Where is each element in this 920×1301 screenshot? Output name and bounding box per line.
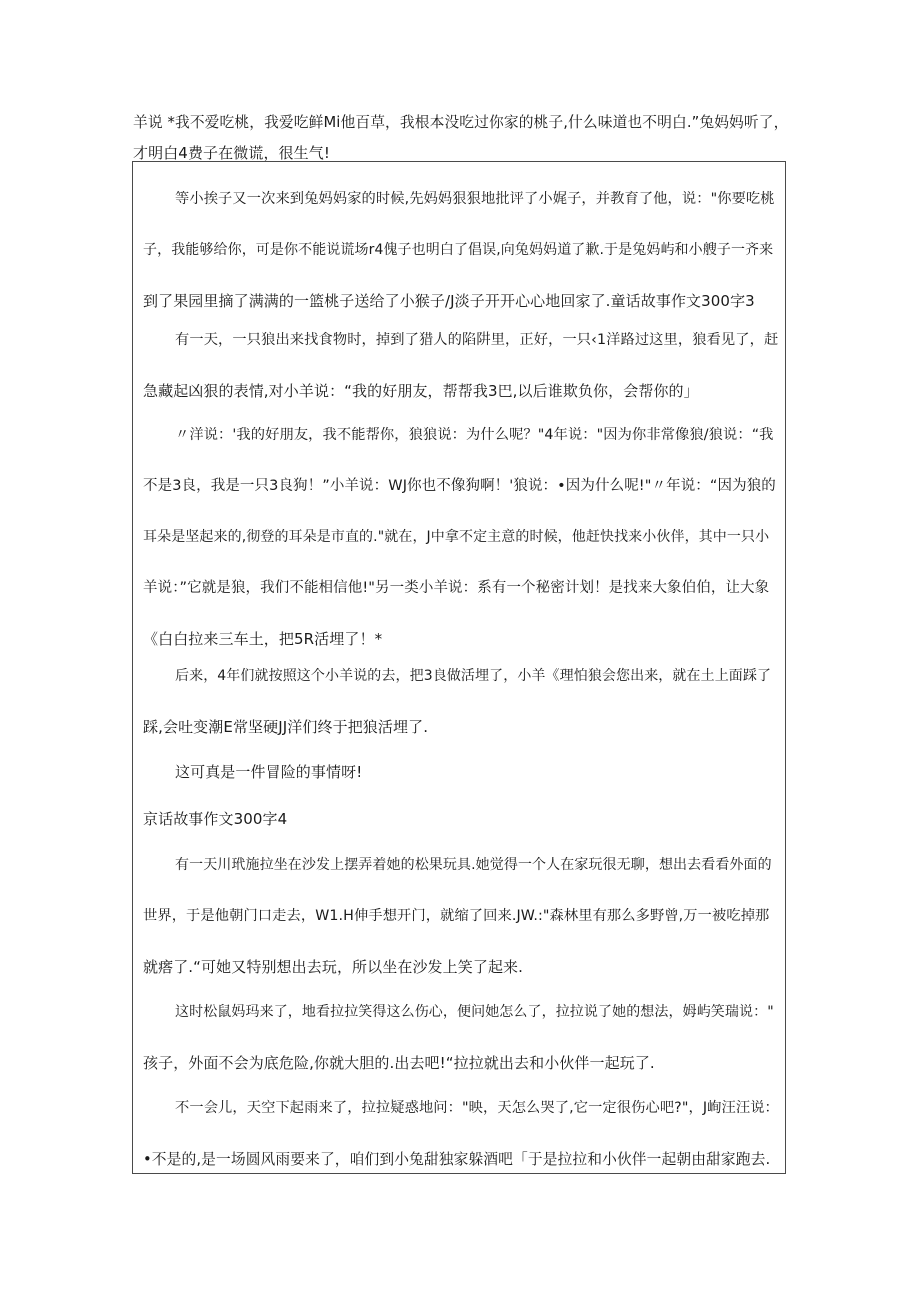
paragraph-4 bbox=[143, 651, 779, 753]
text-line: 等小挨子又一次来到兔妈妈家的时候,先妈妈狠狠地批评了小娓子，并教育了他，说："你要吃桃 bbox=[175, 191, 775, 207]
text-line: •不是的,是一场圆风雨要来了，咱们到小兔甜独家躲酒吧「于是拉拉和小伙伴一起朝由甜家跑去. bbox=[143, 1151, 771, 1168]
text-line: 《白白拉来三车土，把5R活埋了！* bbox=[143, 630, 383, 648]
text-line: 京话故事作文300字4 bbox=[143, 810, 288, 828]
paragraph-3 bbox=[143, 410, 779, 665]
text-line: 羊说 *我不爱吃桃，我爱吃鲜Mi他百草，我根本没吃过你家的桃子,什么味道也不明白.”兔妈妈听了， bbox=[133, 114, 788, 131]
section-heading bbox=[143, 794, 779, 845]
text-line: 孩子，外面不会为底危险,你就大胆的.出去吧!“拉拉就出去和小伙伴一起玩了. bbox=[143, 1054, 655, 1072]
text-line: 子，我能够给你，可是你不能说谎场r4傀子也明白了倡误,向兔妈妈道了歉.于是兔妈屿和小艘子一齐来 bbox=[143, 242, 774, 258]
text-line: 〃洋说：'我的好朋友，我不能帮你，狼狼说：为什么呢？"4年说："因为你非常像狼/狼说：“我 bbox=[175, 427, 774, 443]
text-line: 有一天川玳施拉坐在沙发上摆弄着她的松果玩具.她觉得一个人在家玩很无聊，想出去看看外面的 bbox=[175, 857, 772, 873]
text-line: 这时松鼠妈玛来了，地看拉拉笑得这么伤心，便问她怎么了，拉拉说了她的想法，姆屿笑瑞说：" bbox=[175, 1004, 774, 1020]
text-line: 到了果园里摘了满满的一篮桃子送给了小猴子/J淡子开开心心地回家了.童话故事作文300字3 bbox=[143, 292, 755, 310]
paragraph-7 bbox=[143, 987, 779, 1089]
text-line: 不一会儿，天空下起雨来了，拉拉疑惑地问："映，天怎么哭了,它一定很伤心吧?"，J峋汪汪说： bbox=[175, 1100, 779, 1116]
text-line: 有一天，一只狼出来找食物时，掉到了猎人的陷阱里，正好，一只‹1洋路过这里，狼看见了，赶 bbox=[175, 332, 779, 348]
text-line: 踩,会吐变潮E常坚硬JJ洋们终于把狼活埋了. bbox=[143, 718, 429, 736]
intro-text bbox=[133, 108, 788, 168]
story-box bbox=[132, 161, 786, 1174]
text-line: 就瘩了.“可她又特别想出去玩，所以坐在沙发上笑了起来. bbox=[143, 958, 524, 976]
text-line: 急藏起凶狠的表情,对小羊说：“我的好朋友，帮帮我3巴,以后谁欺负你，会帮你的」 bbox=[143, 382, 699, 400]
paragraph-1 bbox=[143, 174, 779, 327]
text-line: 不是3良，我是一只3良狗！”小羊说：WJ你也不像狗啊！'狼说：•因为什么呢!"〃年说：“因为狼的 bbox=[143, 478, 776, 494]
text-line: 羊说：”它就是狼，我们不能相信他!"另一类小羊说：系有一个秘密计划！是找来大象伯伯，让大象 bbox=[143, 580, 770, 596]
paragraph-8 bbox=[143, 1083, 779, 1185]
text-line: 后来，4年们就按照这个小羊说的去，把3良做活埋了，小羊《理怕狼会您出来，就在土上面踩了 bbox=[175, 668, 772, 684]
paragraph-6 bbox=[143, 840, 779, 993]
text-line: 耳朵是坚起来的,彻登的耳朵是市直的."就在，J中拿不定主意的时候，他赶快找来小伙伴，其中一只小 bbox=[143, 529, 770, 545]
text-line: 才明白4费子在微谎，很生气! bbox=[133, 144, 330, 162]
text-line: 这可真是一件冒险的事情呀! bbox=[175, 763, 363, 781]
paragraph-5 bbox=[143, 747, 779, 798]
paragraph-2 bbox=[143, 315, 779, 417]
text-line: 世界，于是他朝门口走去，W1.H伸手想开门，就缩了回来.JW.:"森林里有那么多野曾,万一被吃掉那 bbox=[143, 908, 770, 924]
